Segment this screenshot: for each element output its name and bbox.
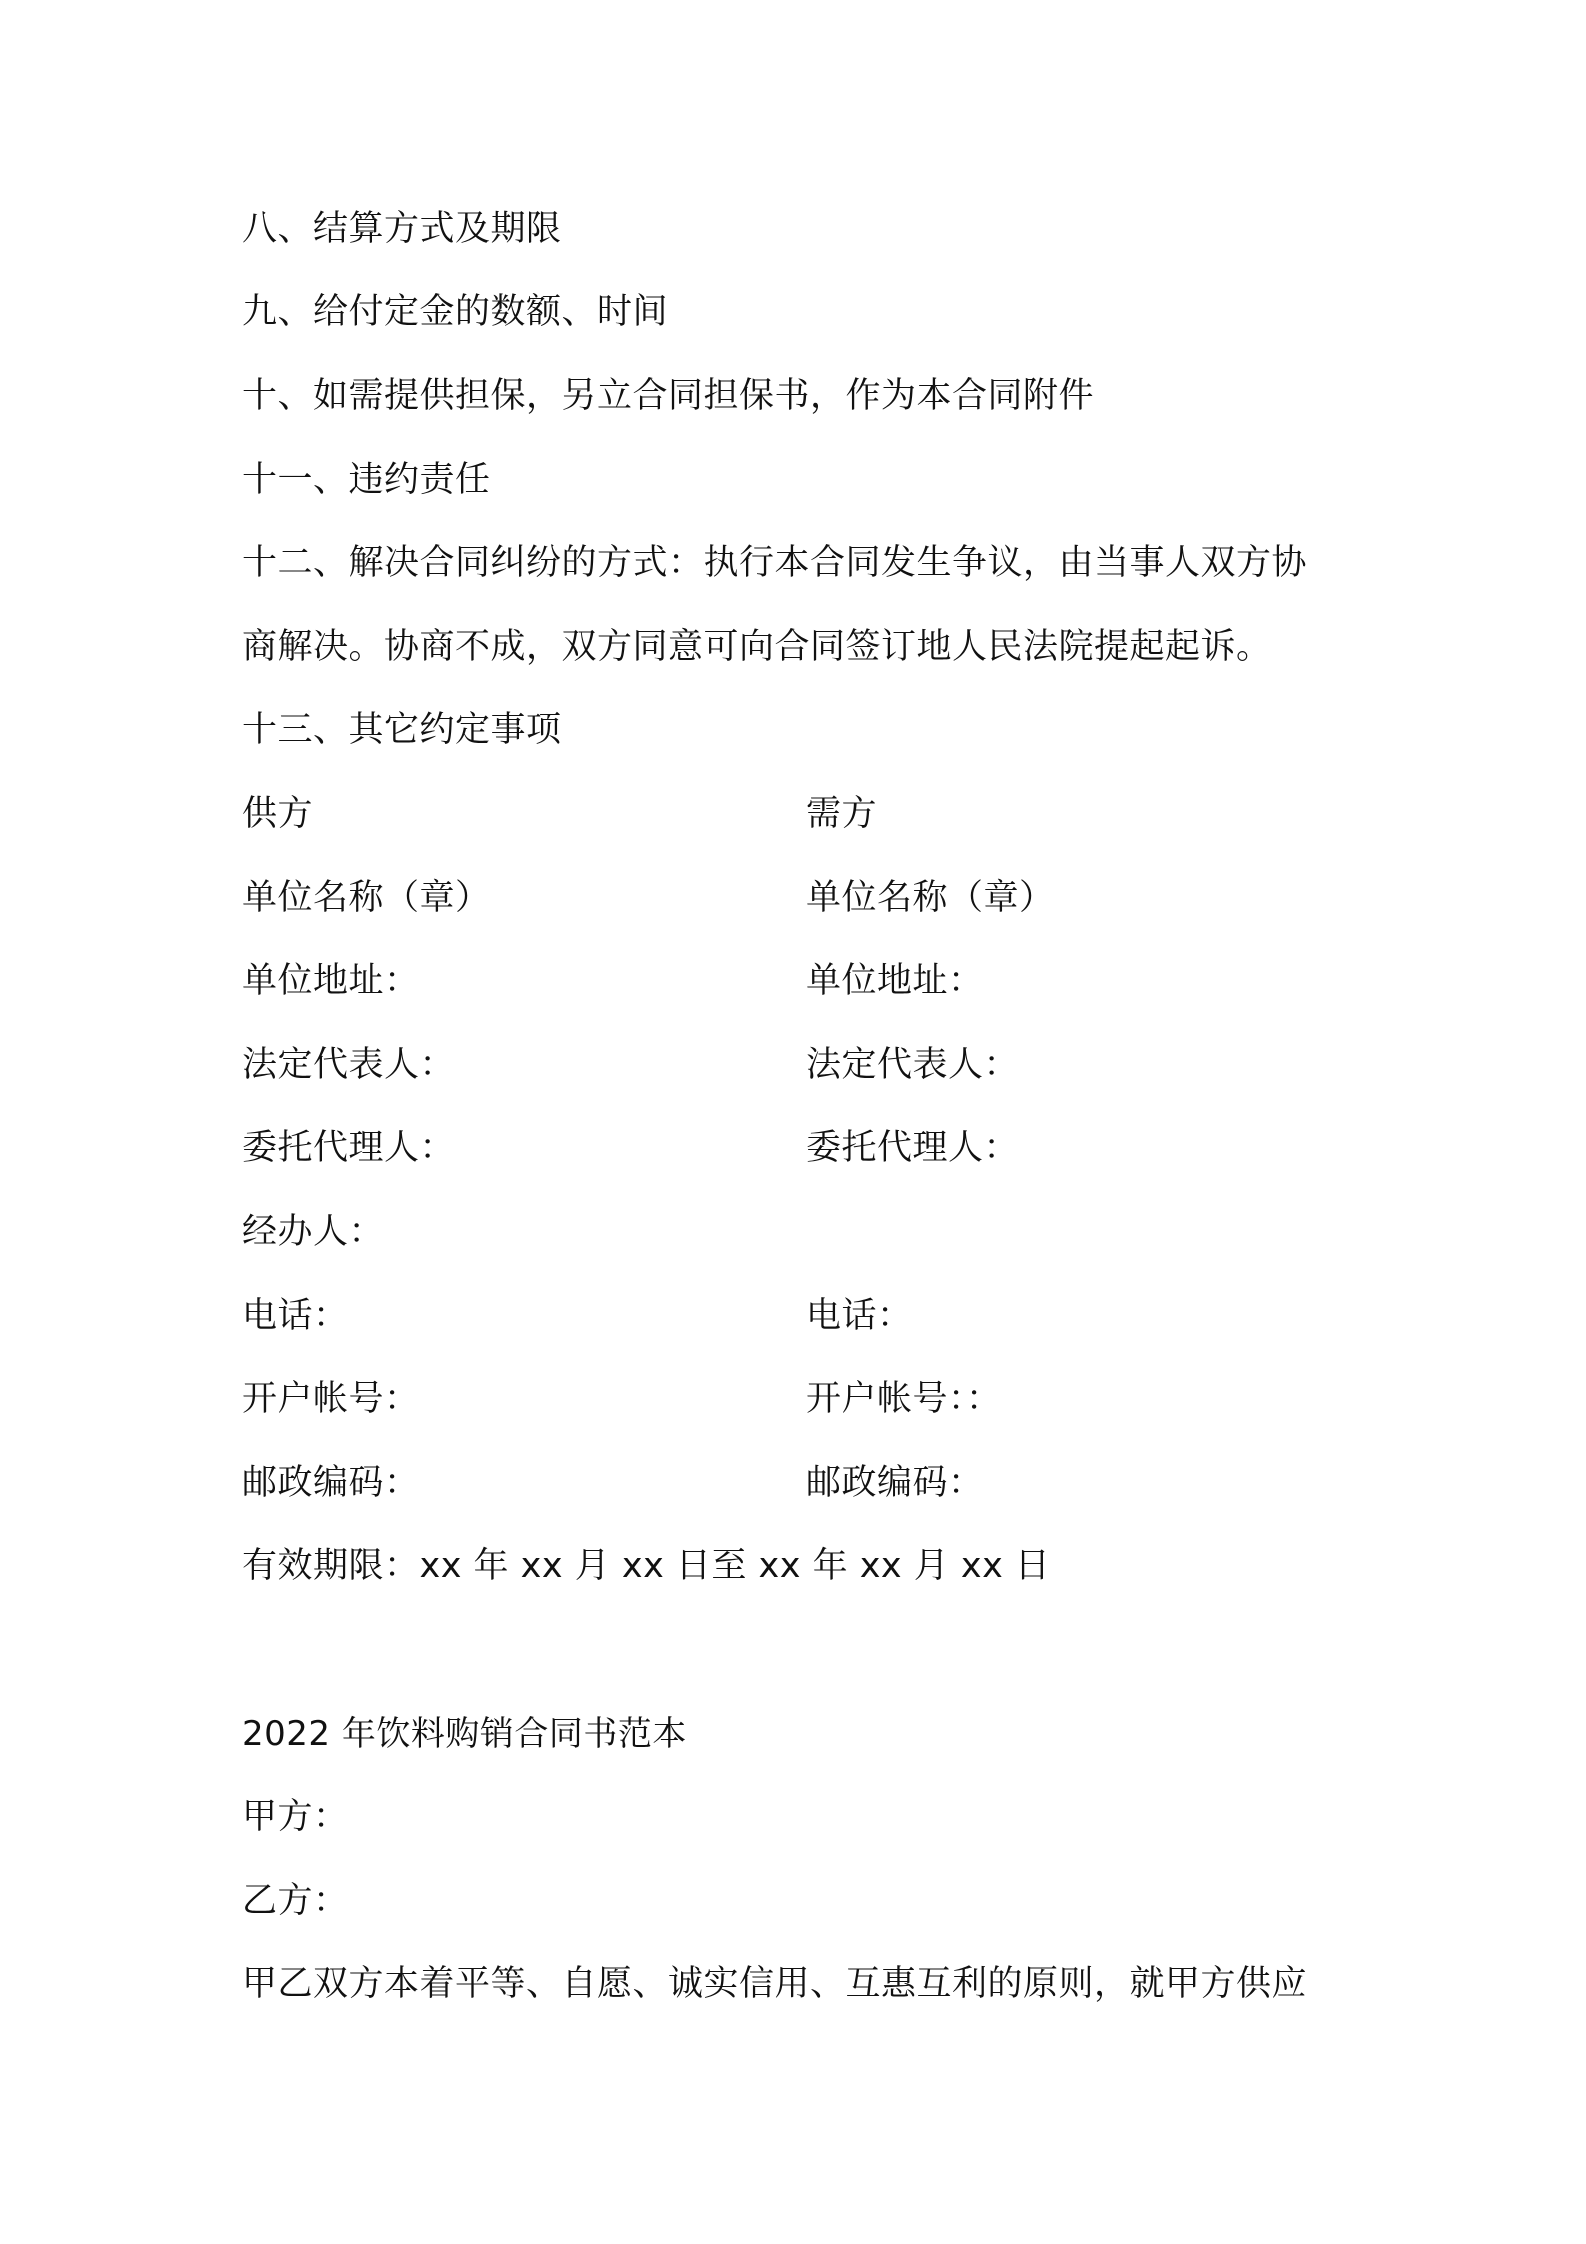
buyer-phone: 电话： — [806, 1296, 913, 1336]
article-12-line-2: 商解决。协商不成，双方同意可向合同签订地人民法院提起起诉。 — [242, 627, 1272, 667]
supplier-account: 开户帐号： — [242, 1379, 420, 1419]
contract-intro: 甲乙双方本着平等、自愿、诚实信用、互惠互利的原则，就甲方供应 — [242, 1964, 1308, 2004]
supplier-legal-rep: 法定代表人： — [242, 1045, 456, 1085]
buyer-unit-address: 单位地址： — [806, 961, 984, 1001]
buyer-postcode: 邮政编码： — [806, 1463, 984, 1503]
supplier-postcode: 邮政编码： — [242, 1463, 420, 1503]
article-9: 九、给付定金的数额、时间 — [242, 292, 669, 332]
buyer-unit-name: 单位名称（章） — [806, 878, 1055, 918]
article-10: 十、如需提供担保，另立合同担保书，作为本合同附件 — [242, 376, 1095, 416]
supplier-unit-address: 单位地址： — [242, 961, 420, 1001]
supplier-phone: 电话： — [242, 1296, 349, 1336]
supplier-heading: 供方 — [242, 794, 314, 834]
party-a: 甲方： — [242, 1797, 349, 1837]
article-12-line-1: 十二、解决合同纠纷的方式：执行本合同发生争议，由当事人双方协 — [242, 543, 1308, 583]
supplier-handler: 经办人： — [242, 1212, 385, 1252]
buyer-heading: 需方 — [806, 794, 878, 834]
article-8: 八、结算方式及期限 — [242, 209, 562, 249]
buyer-agent: 委托代理人： — [806, 1128, 1020, 1168]
buyer-account: 开户帐号：： — [806, 1379, 1002, 1419]
article-11: 十一、违约责任 — [242, 460, 491, 500]
supplier-unit-name: 单位名称（章） — [242, 878, 491, 918]
article-13: 十三、其它约定事项 — [242, 710, 562, 750]
supplier-agent: 委托代理人： — [242, 1128, 456, 1168]
contract-title: 2022 年饮料购销合同书范本 — [242, 1714, 687, 1754]
party-b: 乙方： — [242, 1881, 349, 1921]
buyer-legal-rep: 法定代表人： — [806, 1045, 1020, 1085]
validity-period: 有效期限：xx 年 xx 月 xx 日至 xx 年 xx 月 xx 日 — [242, 1546, 1051, 1586]
